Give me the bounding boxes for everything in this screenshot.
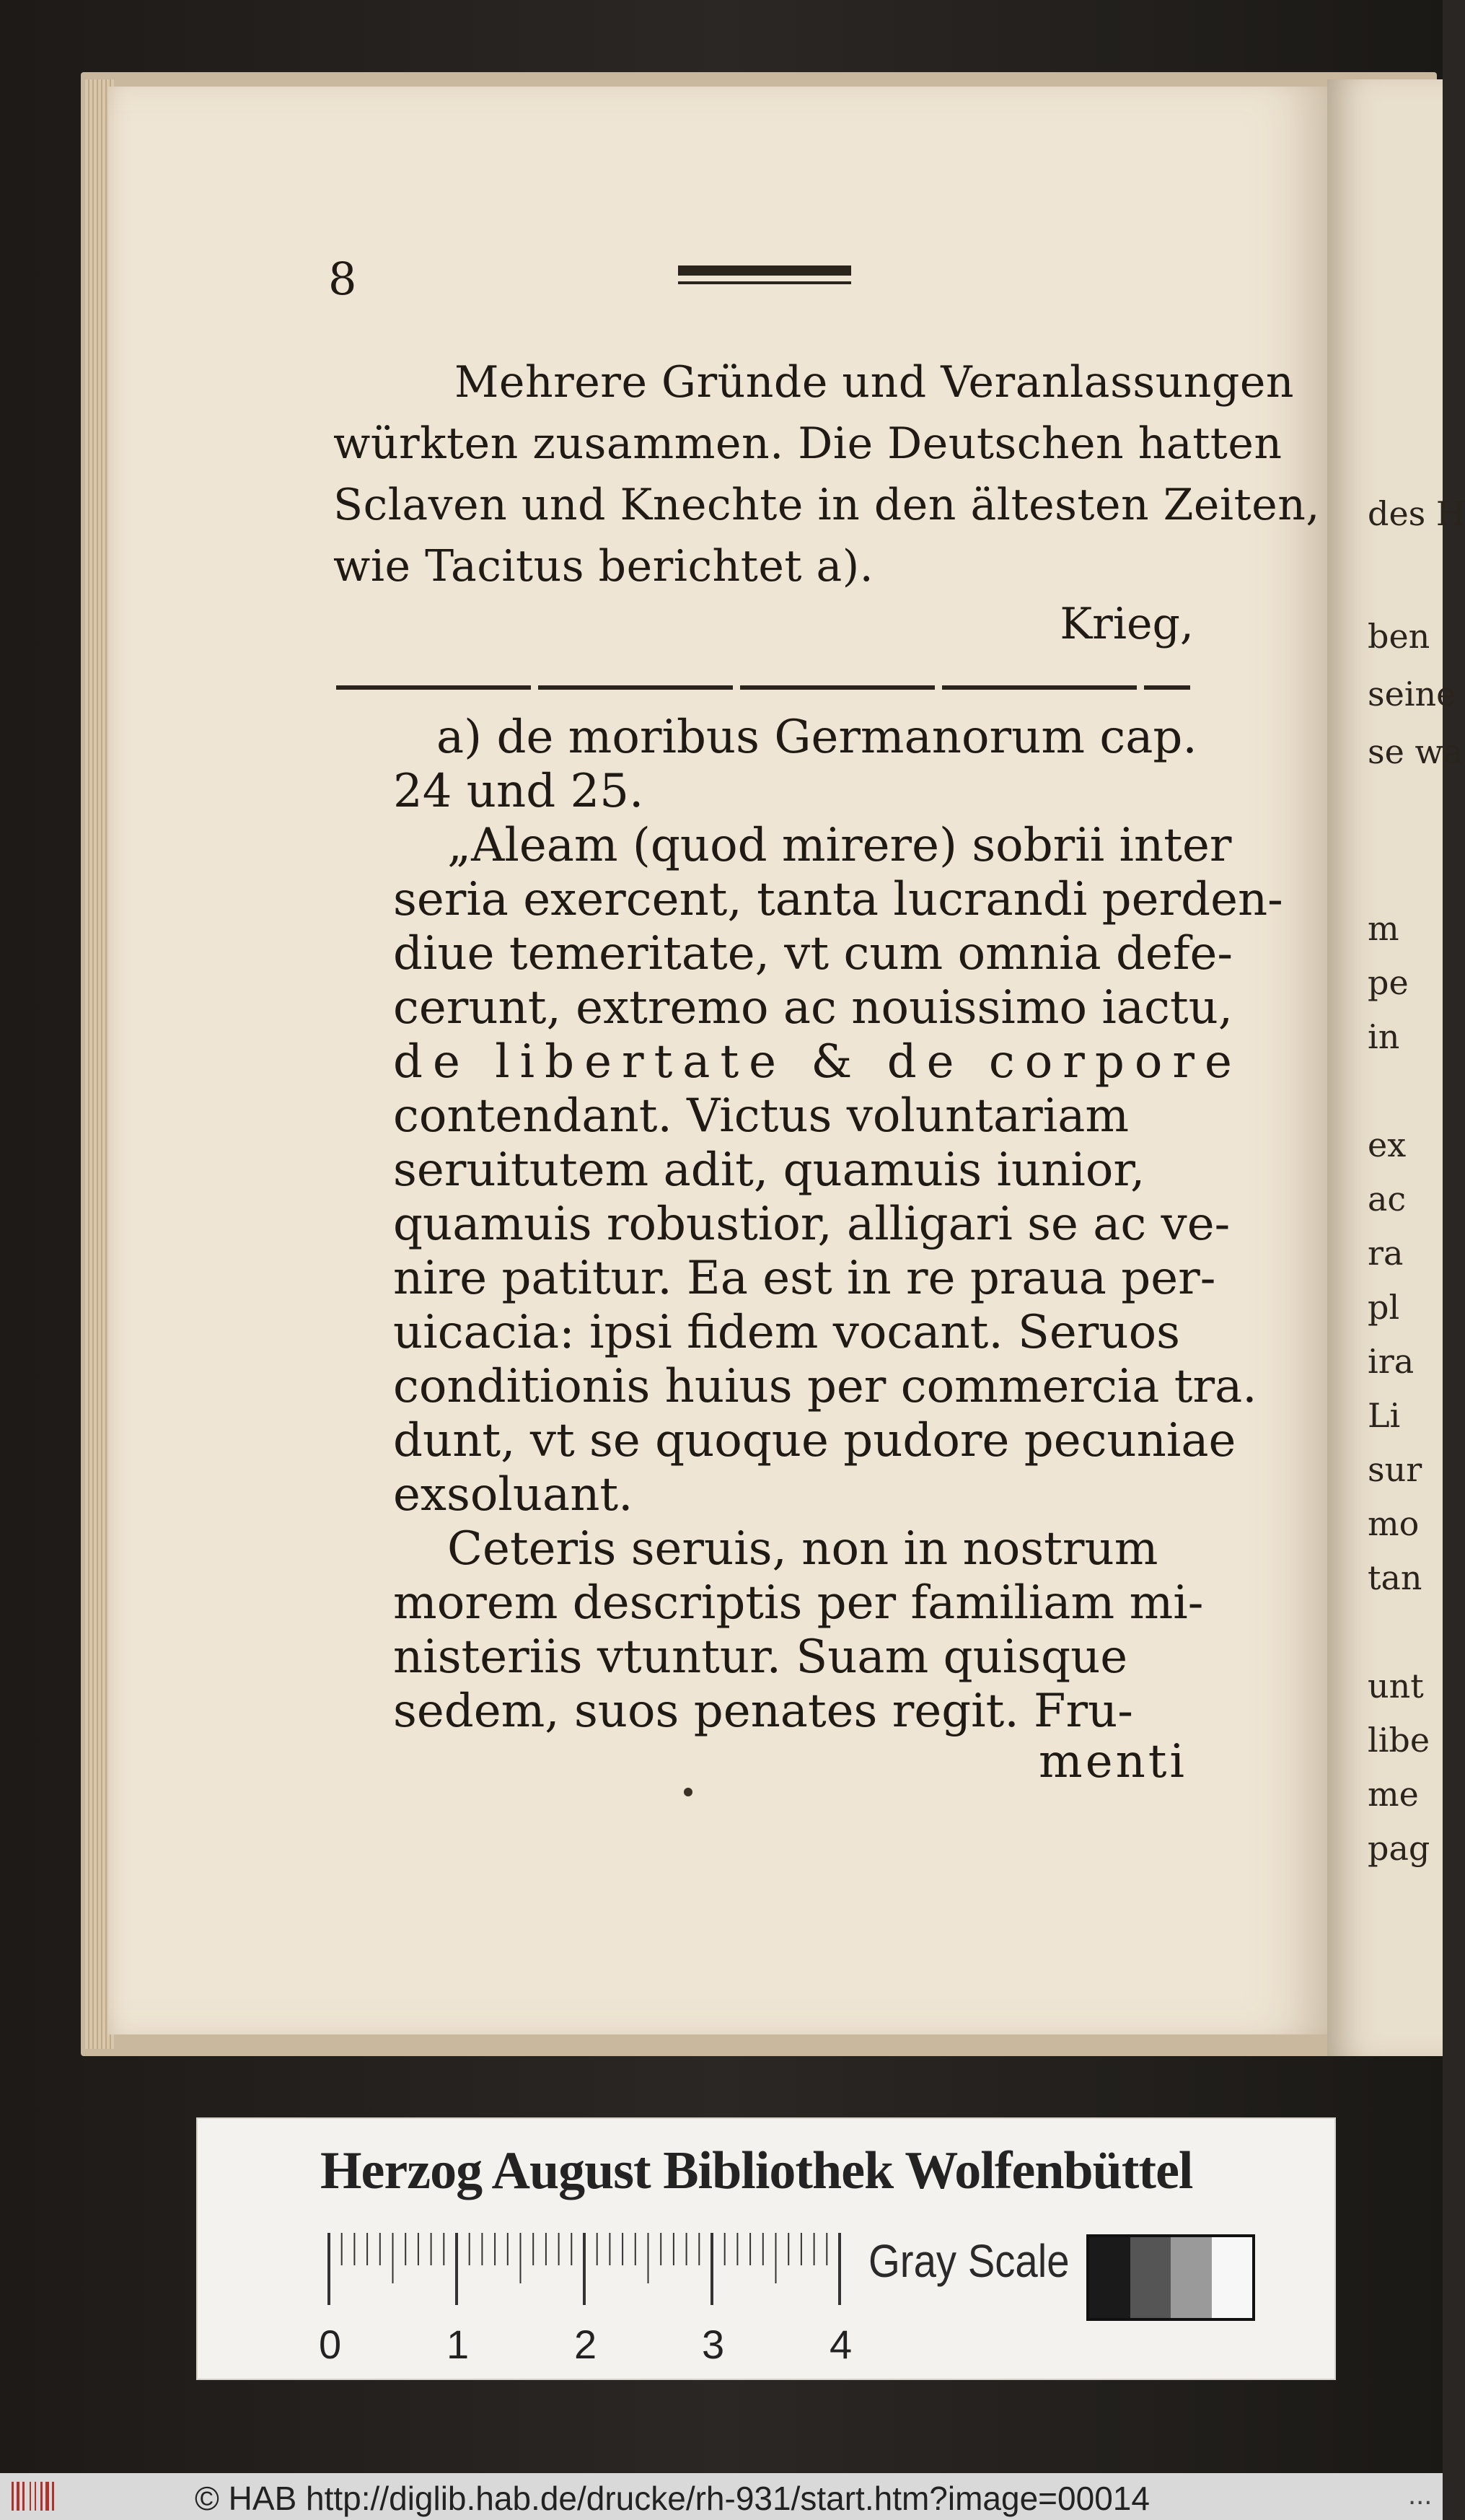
- footnote-line: nisteriis vtuntur. Suam quisque: [393, 1630, 1128, 1684]
- ink-speck: [684, 1788, 692, 1796]
- facing-fragment: in: [1368, 1017, 1400, 1056]
- library-scale-card: [196, 2117, 1336, 2380]
- footnote-line: a) de moribus Germanorum cap.: [436, 711, 1197, 764]
- facing-fragment: pe: [1368, 963, 1409, 1002]
- facing-fragment: mo: [1368, 1504, 1420, 1543]
- footer-url[interactable]: © HAB http://diglib.hab.de/drucke/rh-931/start.htm?image=00014: [195, 2480, 1150, 2517]
- header-rule-thin: [678, 281, 851, 284]
- footnote-line: dunt, vt se quoque pudore pecuniae: [393, 1414, 1236, 1467]
- facing-fragment: seine: [1368, 675, 1456, 714]
- ruler-ticks: [326, 2233, 845, 2312]
- library-title: Herzog August Bibliothek Wolfenbüttel: [320, 2141, 1193, 2200]
- gray-swatches: [1086, 2234, 1255, 2321]
- body-line: Mehrere Gründe und Veranlassungen: [454, 357, 1294, 408]
- ruler-number: 3: [702, 2322, 725, 2367]
- facing-fragment: tan: [1368, 1558, 1422, 1597]
- barcode-bar: [45, 2482, 49, 2511]
- body-line: Sclaven und Knechte in den ältesten Zeiten,: [333, 480, 1320, 530]
- barcode-bar: [40, 2482, 43, 2511]
- footnote-line: Ceteris seruis, non in nostrum: [447, 1522, 1158, 1576]
- footnote-line: diue temeritate, vt cum omnia defe-: [393, 927, 1233, 980]
- facing-fragment: se wa: [1368, 732, 1464, 771]
- facing-fragment: ira: [1368, 1342, 1415, 1381]
- footnote-line: „Aleam (quod mirere) sobrii inter: [447, 819, 1232, 872]
- barcode-bar: [12, 2482, 14, 2511]
- footnote-line: nire patitur. Ea est in re praua per-: [393, 1252, 1216, 1305]
- facing-fragment: ben: [1368, 617, 1430, 656]
- body-line: wie Tacitus berichtet a).: [333, 541, 874, 592]
- footnote-line: sedem, suos penates regit. Fru-: [393, 1685, 1133, 1738]
- facing-fragment: pl: [1368, 1288, 1400, 1327]
- scale-ruler: [326, 2233, 845, 2312]
- ruler-number: 2: [574, 2322, 597, 2367]
- footnote-line: 24 und 25.: [393, 765, 644, 818]
- swatch-dark-gray: [1130, 2237, 1171, 2318]
- footnote-line: exsoluant.: [393, 1468, 633, 1522]
- footnote-line: de libertate & de corpore: [393, 1035, 1242, 1089]
- barcode-bar: [35, 2482, 36, 2511]
- ruler-number: 0: [319, 2322, 342, 2367]
- footnote-catchword: menti: [1039, 1735, 1187, 1788]
- barcode-bar: [30, 2482, 31, 2511]
- header-rule: [678, 265, 851, 276]
- facing-fragment: ra: [1368, 1234, 1404, 1273]
- footnote-line: contendant. Victus voluntariam: [393, 1089, 1130, 1143]
- facing-fragment: des H: [1368, 494, 1465, 533]
- footnote-line: conditionis huius per commercia tra.: [393, 1360, 1257, 1413]
- swatch-black: [1089, 2237, 1130, 2318]
- facing-fragment: sur: [1368, 1450, 1422, 1489]
- catchword: Krieg,: [1060, 599, 1194, 649]
- more-icon[interactable]: ...: [1408, 2479, 1433, 2511]
- footnote-rule: [336, 685, 1190, 690]
- barcode-bar: [17, 2482, 19, 2511]
- barcode-bar: [22, 2482, 25, 2511]
- footnote-line: seruitutem adit, quamuis iunior,: [393, 1143, 1145, 1197]
- ruler-number: 1: [446, 2322, 470, 2367]
- barcode-icon: [10, 2479, 62, 2514]
- barcode-bar: [52, 2482, 54, 2511]
- facing-fragment: ex: [1368, 1125, 1407, 1164]
- facing-fragment: pag: [1368, 1829, 1430, 1868]
- facing-fragment: libe: [1368, 1721, 1430, 1760]
- page-number: 8: [328, 253, 357, 305]
- swatch-light-gray: [1171, 2237, 1212, 2318]
- facing-fragment: Li: [1368, 1396, 1401, 1435]
- facing-fragment: ac: [1368, 1180, 1407, 1219]
- body-line: würkten zusammen. Die Deutschen hatten: [333, 418, 1283, 469]
- facing-fragment: m: [1368, 909, 1399, 948]
- footnote-line: morem descriptis per familiam mi-: [393, 1576, 1204, 1630]
- footnote-line: cerunt, extremo ac nouissimo iactu,: [393, 981, 1233, 1035]
- facing-fragment: unt: [1368, 1667, 1424, 1705]
- footnote-line: uicacia: ipsi fidem vocant. Seruos: [393, 1306, 1180, 1359]
- gray-scale-label: Gray Scale: [868, 2235, 1070, 2287]
- facing-page: [1327, 79, 1465, 2056]
- footnote-line: seria exercent, tanta lucrandi perden-: [393, 873, 1283, 926]
- ruler-number: 4: [830, 2322, 853, 2367]
- footnote-line: quamuis robustior, alligari se ac ve-: [393, 1198, 1231, 1251]
- facing-fragment: me: [1368, 1775, 1419, 1814]
- swatch-white: [1212, 2237, 1253, 2318]
